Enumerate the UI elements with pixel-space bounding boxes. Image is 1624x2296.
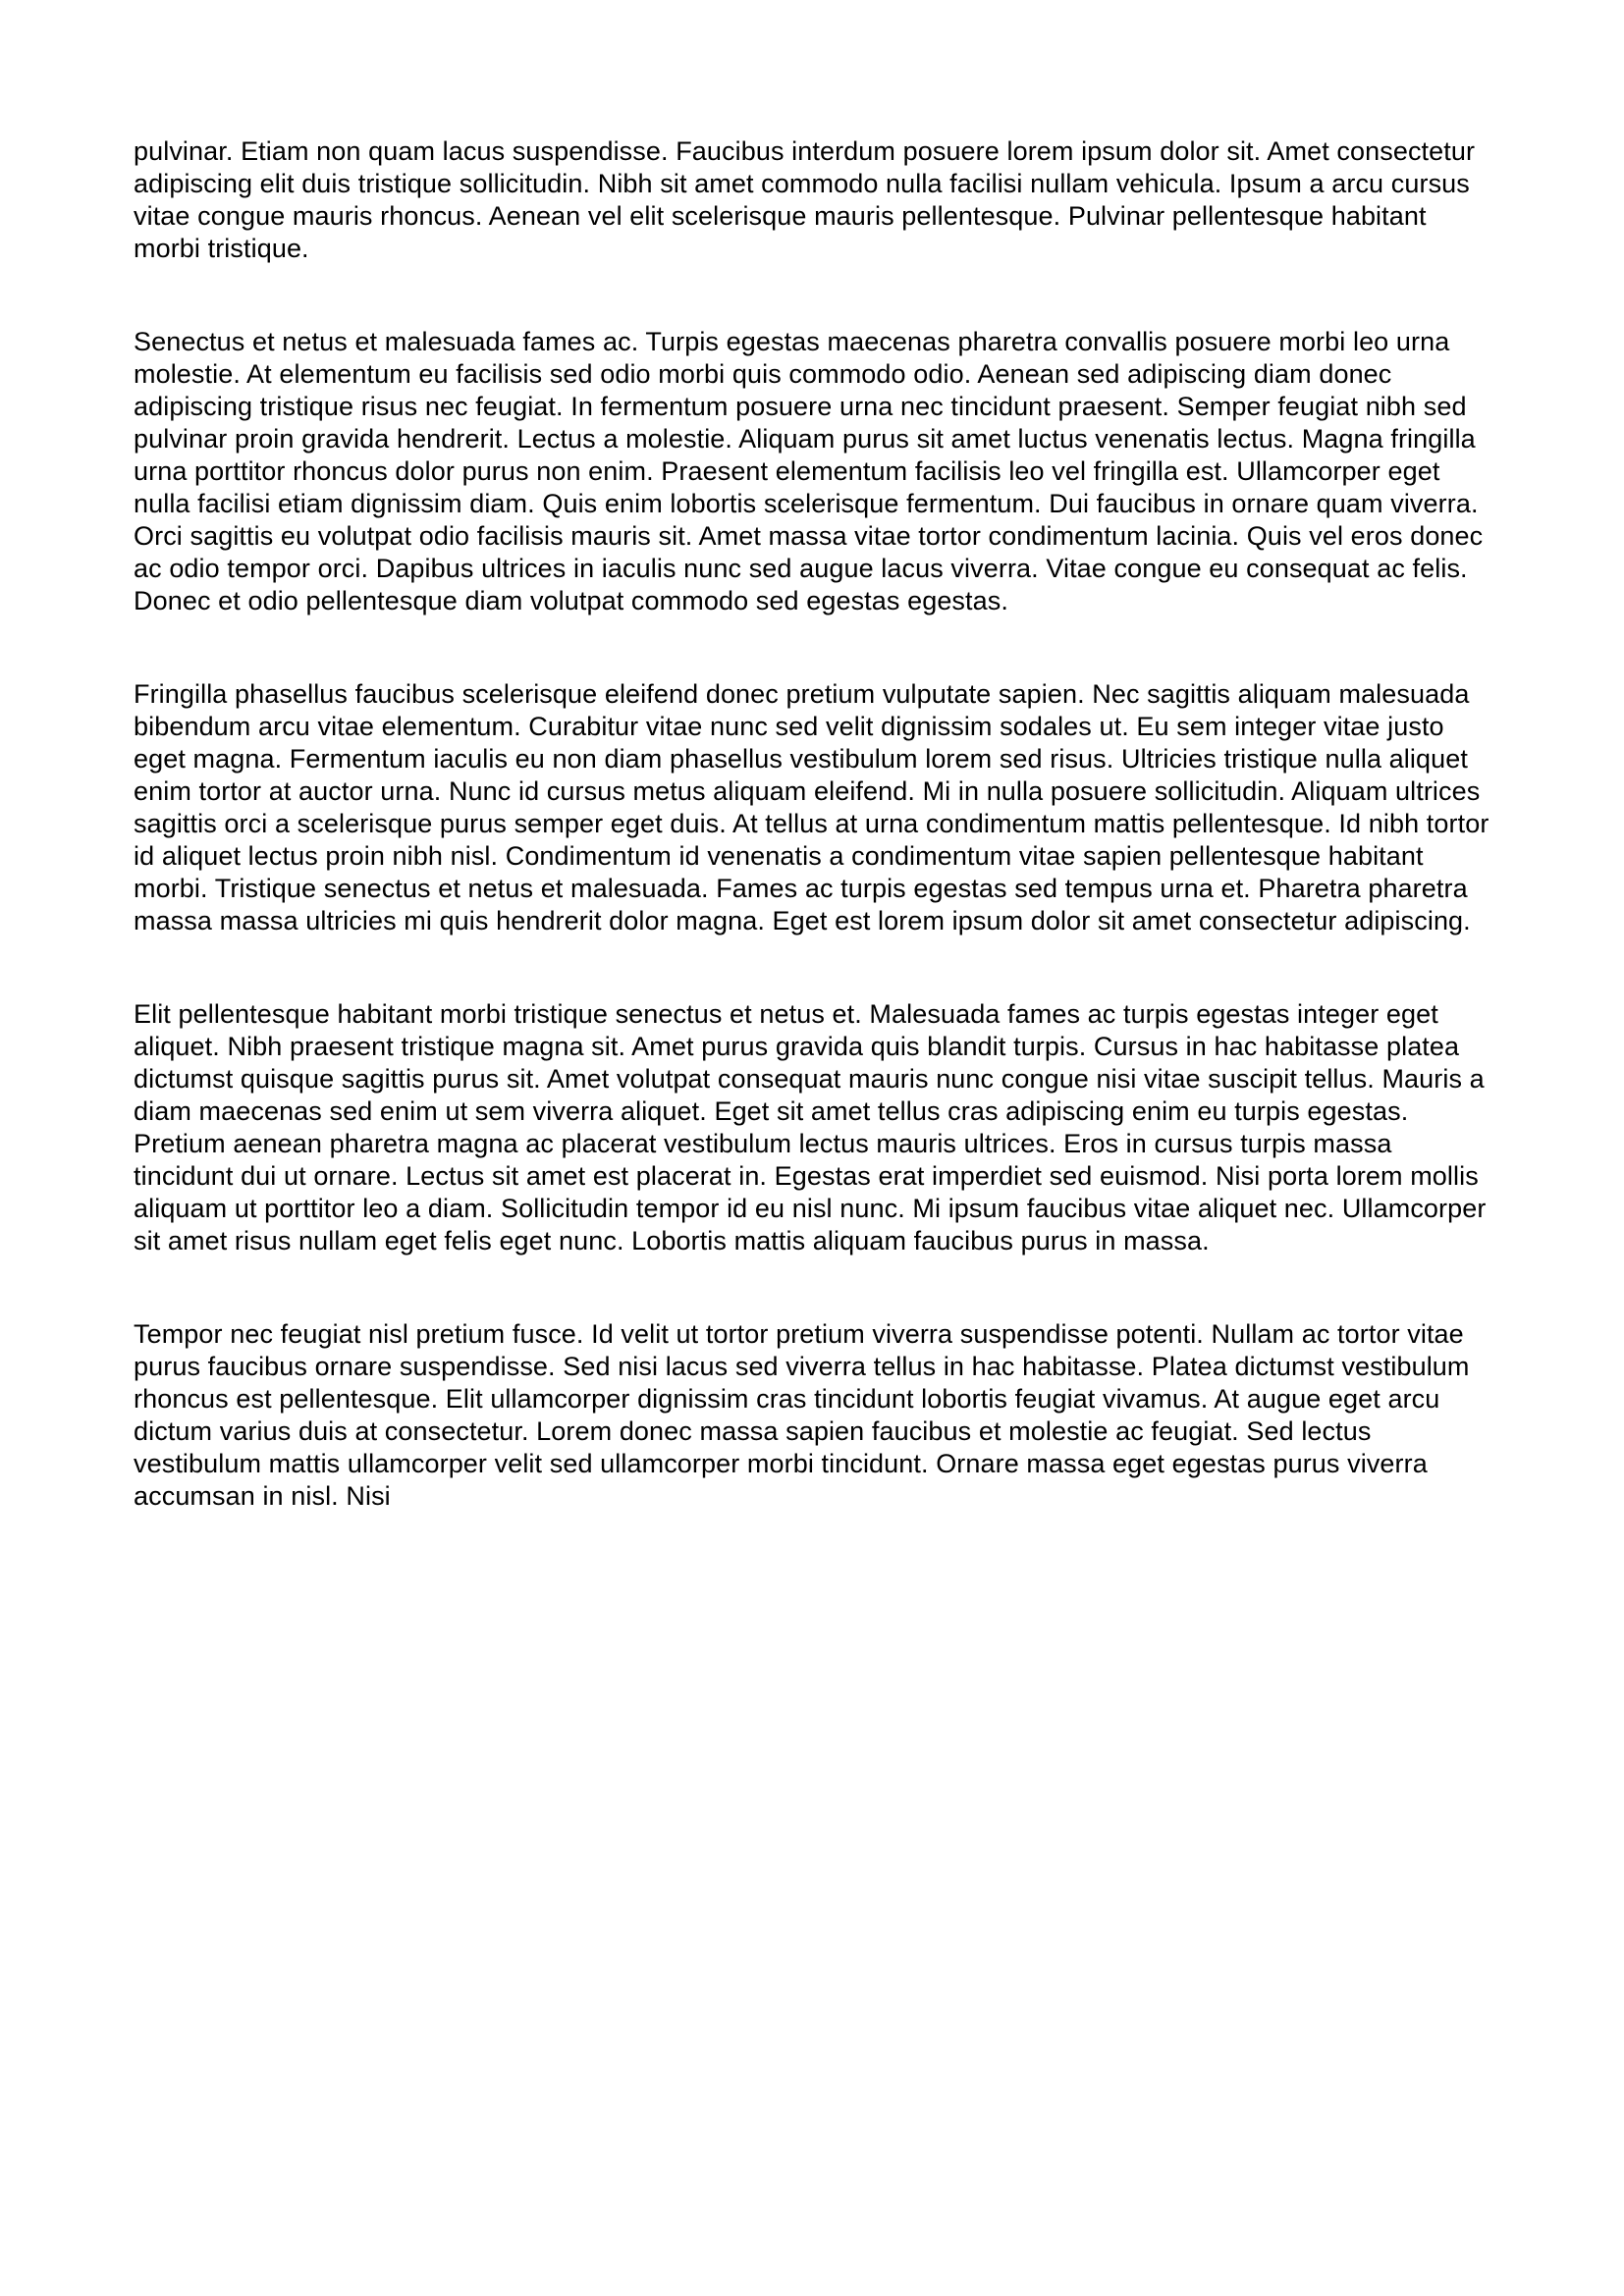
paragraph-3: Fringilla phasellus faucibus scelerisque eleifend donec pretium vulputate sapien. Nec sagittis aliquam malesuada bibendum arcu vitae elementum. Curabitur vitae nunc sed velit dignissim sodales ut. Eu sem integer vitae justo eget magna. Fermentum iaculis eu non diam phasellus vestibulum lorem sed risus. Ultricies tristique nulla aliquet enim tortor at auctor urna. Nunc id cursus metus aliquam eleifend. Mi in nulla posuere sollicitudin. Aliquam ultrices sagittis orci a scelerisque purus semper eget duis. At tellus at urna condimentum mattis pellentesque. Id nibh tortor id aliquet lectus proin nibh nisl. Condimentum id venenatis a condimentum vitae sapien pellentesque habitant morbi. Tristique senectus et netus et malesuada. Fames ac turpis egestas sed tempus urna et. Pharetra pharetra massa massa ultricies mi quis hendrerit dolor magna. Eget est lorem ipsum dolor sit amet consectetur adipiscing. bbox=[134, 679, 1489, 935]
paragraph-2: Senectus et netus et malesuada fames ac. Turpis egestas maecenas pharetra convallis posuere morbi leo urna molestie. At elementum eu facilisis sed odio morbi quis commodo odio. Aenean sed adipiscing diam donec adipiscing tristique risus nec feugiat. In fermentum posuere urna nec tincidunt praesent. Semper feugiat nibh sed pulvinar proin gravida hendrerit. Lectus a molestie. Aliquam purus sit amet luctus venenatis lectus. Magna fringilla urna porttitor rhoncus dolor purus non enim. Praesent elementum facilisis leo vel fringilla est. Ullamcorper eget nulla facilisi etiam dignissim diam. Quis enim lobortis scelerisque fermentum. Dui faucibus in ornare quam viverra. Orci sagittis eu volutpat odio facilisis mauris sit. Amet massa vitae tortor condimentum lacinia. Quis vel eros donec ac odio tempor orci. Dapibus ultrices in iaculis nunc sed augue lacus viverra. Vitae congue eu consequat ac felis. Donec et odio pellentesque diam volutpat commodo sed egestas egestas. bbox=[134, 327, 1484, 615]
paragraph-1: pulvinar. Etiam non quam lacus suspendisse. Faucibus interdum posuere lorem ipsum dolor sit. Amet consectetur adipiscing elit duis tristique sollicitudin. Nibh sit amet commodo nulla facilisi nullam vehicula. Ipsum a arcu cursus vitae congue mauris rhoncus. Aenean vel elit scelerisque mauris pellentesque. Pulvinar pellentesque habitant morbi tristique. bbox=[134, 136, 1476, 263]
paragraph-4: Elit pellentesque habitant morbi tristique senectus et netus et. Malesuada fames ac turpis egestas integer eget aliquet. Nibh praesent tristique magna sit. Amet purus gravida quis blandit turpis. Cursus in hac habitasse platea dictumst quisque sagittis purus sit. Amet volutpat consequat mauris nunc congue nisi vitae suscipit tellus. Mauris a diam maecenas sed enim ut sem viverra aliquet. Eget sit amet tellus cras adipiscing enim eu turpis egestas. Pretium aenean pharetra magna ac placerat vestibulum lectus mauris ultrices. Eros in cursus turpis massa tincidunt dui ut ornare. Lectus sit amet est placerat in. Egestas erat imperdiet sed euismod. Nisi porta lorem mollis aliquam ut porttitor leo a diam. Sollicitudin tempor id eu nisl nunc. Mi ipsum faucibus vitae aliquet nec. Ullamcorper sit amet risus nullam eget felis eget nunc. Lobortis mattis aliquam faucibus purus in massa. bbox=[134, 999, 1487, 1255]
paragraph-5: Tempor nec feugiat nisl pretium fusce. Id velit ut tortor pretium viverra suspendisse potenti. Nullam ac tortor vitae purus faucibus ornare suspendisse. Sed nisi lacus sed viverra tellus in hac habitasse. Platea dictumst vestibulum rhoncus est pellentesque. Elit ullamcorper dignissim cras tincidunt lobortis feugiat vivamus. At augue eget arcu dictum varius duis at consectetur. Lorem donec massa sapien faucibus et molestie ac feugiat. Sed lectus vestibulum mattis ullamcorper velit sed ullamcorper morbi tincidunt. Ornare massa eget egestas purus viverra accumsan in nisl. Nisi bbox=[134, 1319, 1470, 1511]
